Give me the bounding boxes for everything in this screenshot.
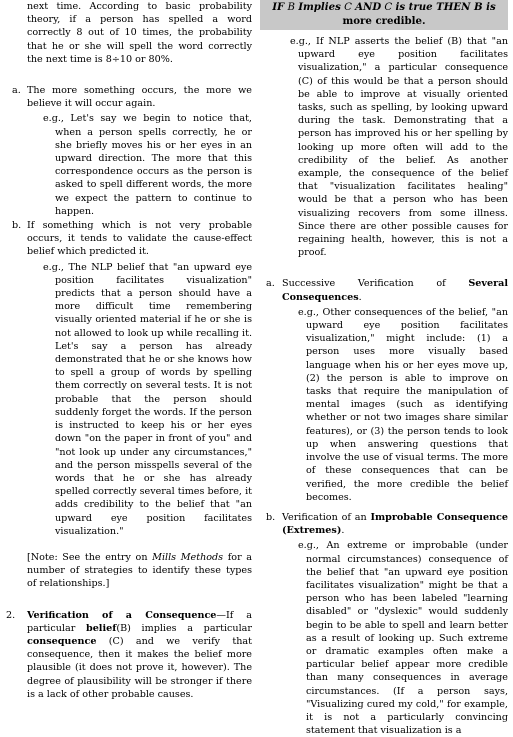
list-item-a — [12, 84, 252, 110]
example-text-b: e.g., The NLP belief that "an upward eye position facilitates visualization" predicts that a person should have a more difficult time remembering visually oriented material if he or she is not allowed to look up while recalling it. Let's say a person has already demonstrated that he or she knows how to spell a group of words by spelling them correctly on several tests. It is not probable that the person should suddenly forget the words. If the person is instructed to keep his or her eyes down "on the paper in front of you" and "not look up under any circumstances," and the person misspells several of the words that he or she has already spelled correctly several times before, it adds credibility to the belief that "an upward eye position facilitates visualization." — [43, 261, 252, 537]
example-1 — [290, 35, 508, 259]
right-example-b-text: e.g., An extreme or improbable (under normal circumstances) consequence of the belief that "an upward eye position facilitates visualization" might be that a person who has been labeled "learning disabled" or "dyslexic" would suddenly begin to be able to spell and learn better as a result of looking up. Such extreme or dramatic examples often make a particular belief appear more credible than many consequences in average circumstances. (If a person says, "Visualizing cured my cold," for example, it is not a particularly convincing statement that visualization is a — [298, 540, 508, 737]
right-label-b: b. — [266, 511, 276, 523]
item2-b1: (B) implies a particular — [116, 622, 252, 634]
list-text-b: If something which is not very probable occurs, it tends to validate the cause-effect belief which predicted it. — [27, 220, 252, 258]
item2-rest: (C) and we verify that consequence, then it makes the belief more plausible (it does not prove it, however). The degree of plausibility will be stronger if there is a lack of other probable causes. — [27, 635, 252, 700]
header-line2: more credible. — [342, 14, 426, 27]
right-text-a-bold: Several Consequences — [282, 278, 508, 303]
right-text-a-end: . — [358, 291, 362, 303]
left-column — [6, 0, 252, 701]
right-list-item-a — [266, 277, 508, 303]
header-if: IF — [272, 1, 285, 13]
example-text-a: e.g., Let's say we begin to notice that, when a person spells correctly, he or she briefly moves his or her eyes in an upward direction. The more that this correspondence occurs as the person is asked to spell different words, the more we expect the pattern to continue to happen. — [43, 113, 252, 217]
right-list-item-b — [266, 511, 508, 537]
header-b2: B — [473, 1, 483, 13]
header-implies: Implies — [298, 1, 341, 13]
header-b: B — [284, 2, 299, 13]
right-example-a-text: e.g., Other consequences of the belief, "an upward eye position facilitates visualization," might include: (1) a person uses more visually based language when his or her eyes move up, (2) the person is able to improve on tasks that require the manipulation of mental images (such as identifying whether or not two images share similar features), or (3) the person tends to look up when answering questions that involve the use of visual terms. The more of these consequences that can be verified, the more credible the belief becomes. — [298, 306, 508, 503]
list-label-b: b. — [12, 220, 22, 232]
note-pre: [Note: See the entry on — [27, 551, 153, 563]
item2-dash: —If a particular — [27, 609, 252, 634]
right-text-a-plain: Successive Verification of — [282, 278, 469, 290]
right-example-a — [298, 306, 508, 504]
list-text-2 — [27, 609, 252, 701]
list-text-a: The more something occurs, the more we believe it will occur again. — [27, 85, 252, 110]
right-text-b — [282, 511, 508, 537]
right-text-b-end: . — [341, 525, 345, 537]
header-then: THEN — [432, 1, 474, 13]
right-text-a — [282, 277, 508, 303]
list-item-2 — [6, 609, 252, 701]
list-label-2: 2. — [6, 609, 16, 621]
item2-consequence: consequence — [27, 635, 97, 647]
right-text-b-bold: Improbable Consequence (Extremes) — [282, 511, 508, 537]
item2-belief: belief — [85, 622, 117, 634]
note-paragraph — [27, 551, 252, 591]
example-b — [43, 261, 252, 538]
list-item-b — [12, 219, 252, 259]
note-reference: Mills Methods — [152, 551, 224, 563]
right-column — [260, 0, 508, 737]
intro-paragraph: next time. According to basic probability theory, if a person has spelled a word correctly 8 out of 10 times, the probability that he or she will spell the word correctly the next time is 8÷10 or 80%. — [27, 1, 252, 65]
example-1-text: e.g., If NLP asserts the belief (B) that "an upward eye position facilitates visualization," a particular consequence (C) of this would be that a person should be able to improve at visually oriented tasks, such as spelling, by looking upward during the task. Demonstrating that a person has improved his or her spelling by looking up more often will add to the credibility of the belief. As another example, the consequence of the belief that "visualization facilitates healing" would be that a person who has been visualizing recovers from some illness. Since there are other possible causes for regaining health, however, this is not a proof. — [290, 36, 508, 259]
right-example-b — [298, 539, 508, 737]
right-text-b-plain: Verification of an — [282, 511, 371, 523]
header-is: is — [482, 1, 496, 13]
note-post: for a number of strategies to identify these types of relationships.] — [27, 551, 252, 590]
header-istrue: is true — [395, 1, 433, 13]
header-c2: C — [381, 2, 396, 13]
example-a — [43, 112, 252, 218]
header-c: C — [340, 2, 356, 13]
rule-header — [260, 0, 508, 30]
item2-title: Verification of a Consequence — [27, 609, 217, 621]
list-label-a: a. — [12, 85, 21, 97]
right-label-a: a. — [266, 278, 275, 290]
header-and: AND — [355, 1, 382, 13]
